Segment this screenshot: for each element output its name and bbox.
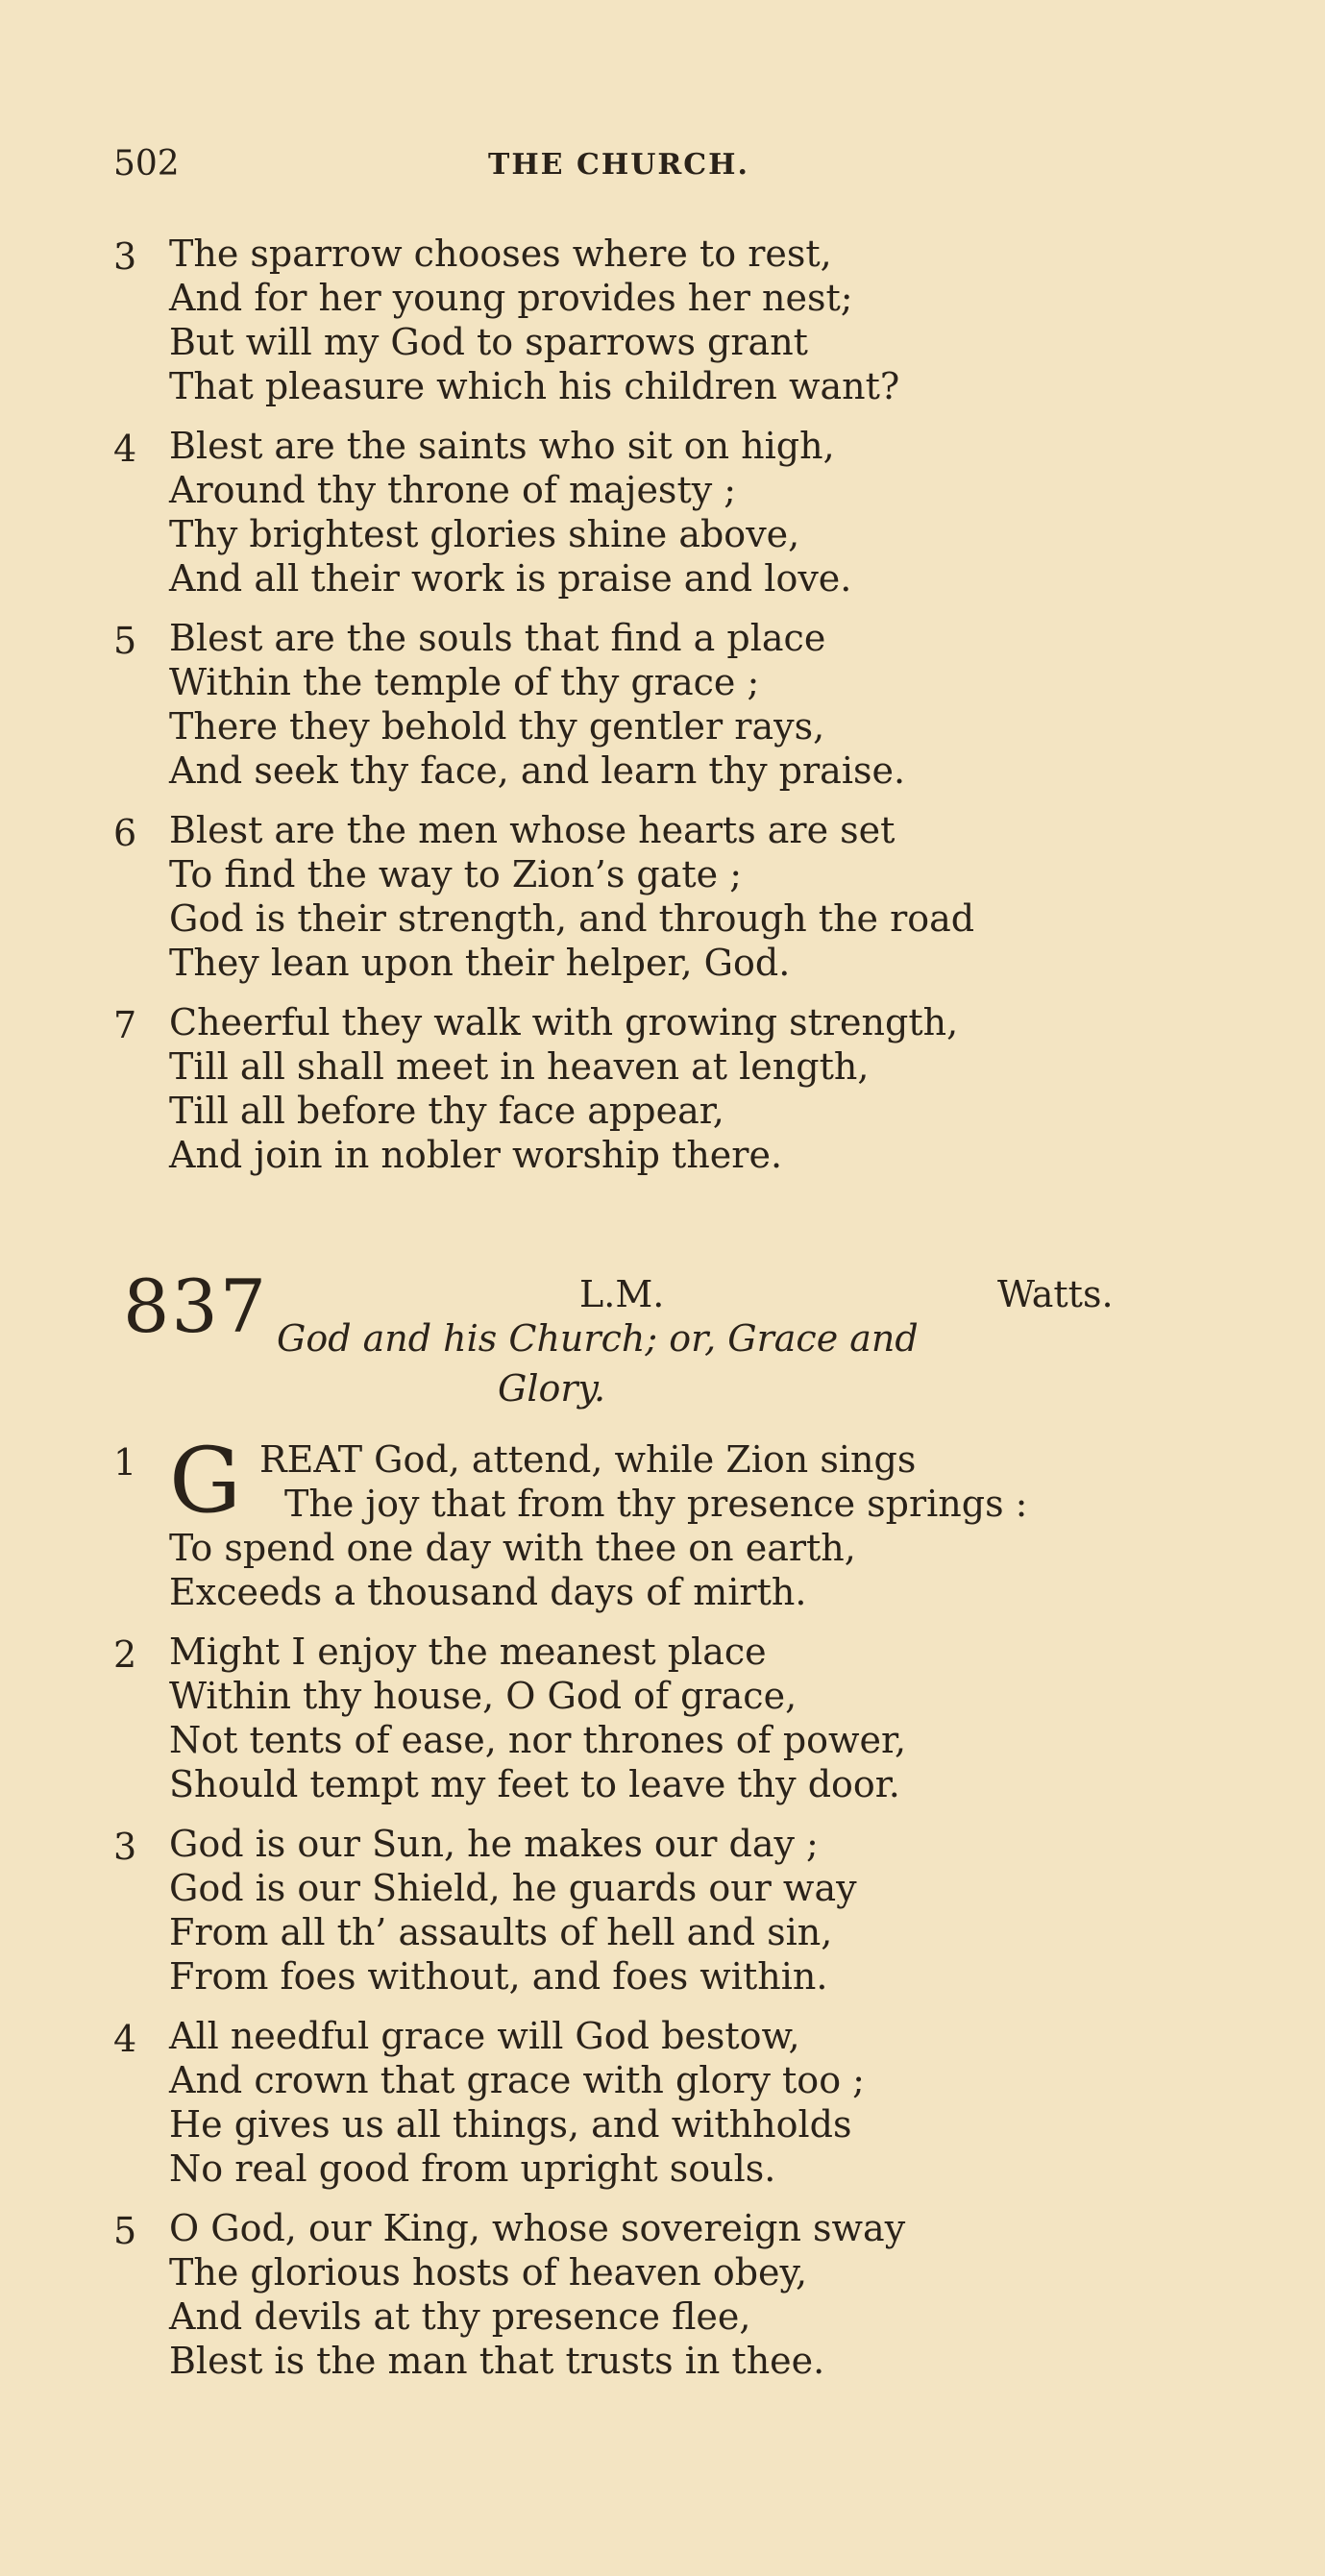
stanza-line: Blest are the saints who sit on high, bbox=[169, 425, 835, 467]
page-number: 502 bbox=[113, 144, 180, 184]
stanza-line: Not tents of ease, nor thrones of power, bbox=[169, 1719, 907, 1761]
hymn-title: God and his Church; or, Grace and bbox=[277, 1317, 919, 1360]
stanza-line: To spend one day with thee on earth, bbox=[169, 1527, 856, 1569]
stanza-number: 5 bbox=[113, 620, 137, 662]
stanza-line: The joy that from thy presence springs : bbox=[284, 1483, 1028, 1525]
running-head: THE CHURCH. bbox=[488, 148, 749, 182]
stanza-line: They lean upon their helper, God. bbox=[169, 942, 791, 984]
stanza-line: And crown that grace with glory too ; bbox=[169, 2059, 865, 2101]
stanza-line: The sparrow chooses where to rest, bbox=[169, 233, 832, 275]
stanza-number: 3 bbox=[113, 1826, 137, 1868]
stanza-line: Around thy throne of majesty ; bbox=[169, 469, 737, 511]
stanza-number: 3 bbox=[113, 235, 137, 278]
stanza-line: God is their strength, and through the road bbox=[169, 897, 975, 940]
stanza-line: God is our Sun, he makes our day ; bbox=[169, 1823, 819, 1865]
stanza-number: 6 bbox=[113, 812, 137, 854]
stanza-line: Within thy house, O God of grace, bbox=[169, 1675, 797, 1717]
stanza-line: Till all shall meet in heaven at length, bbox=[169, 1045, 870, 1088]
hymn-meter: L.M. bbox=[579, 1273, 665, 1315]
stanza-line: And for her young provides her nest; bbox=[169, 277, 853, 319]
stanza-number: 5 bbox=[113, 2210, 137, 2252]
stanza-line: Within the temple of thy grace ; bbox=[169, 661, 760, 703]
stanza-line: REAT God, attend, while Zion sings bbox=[259, 1438, 917, 1481]
stanza-line: There they behold thy gentler rays, bbox=[169, 705, 825, 748]
hymn-title-continued: Glory. bbox=[498, 1367, 606, 1410]
stanza-line: And all their work is praise and love. bbox=[169, 557, 852, 600]
stanza-line: From all th’ assaults of hell and sin, bbox=[169, 1911, 833, 1953]
stanza-line: No real good from upright souls. bbox=[169, 2147, 776, 2190]
hymn-header bbox=[113, 1263, 1247, 1427]
stanza-number: 1 bbox=[113, 1441, 137, 1484]
stanza-number: 4 bbox=[113, 428, 137, 470]
stanza-number: 4 bbox=[113, 2018, 137, 2060]
stanza-line: Blest are the men whose hearts are set bbox=[169, 809, 896, 851]
stanza-line: That pleasure which his children want? bbox=[169, 365, 900, 407]
stanza-line: Thy brightest glories shine above, bbox=[169, 513, 800, 555]
stanza-line: Blest are the souls that find a place bbox=[169, 617, 826, 659]
stanza-line: But will my God to sparrows grant bbox=[169, 321, 808, 363]
hymn-author: Watts. bbox=[997, 1273, 1114, 1315]
stanza-line: Might I enjoy the meanest place bbox=[169, 1631, 767, 1673]
stanza-line: Blest is the man that trusts in thee. bbox=[169, 2340, 825, 2382]
hymn-number: 837 bbox=[123, 1263, 269, 1349]
stanza-line: And devils at thy presence flee, bbox=[169, 2295, 751, 2338]
stanza-line: Should tempt my feet to leave thy door. bbox=[169, 1763, 900, 1805]
stanza-line: He gives us all things, and withholds bbox=[169, 2103, 852, 2146]
stanza-line: The glorious hosts of heaven obey, bbox=[169, 2251, 808, 2294]
stanza-line: All needful grace will God bestow, bbox=[169, 2015, 800, 2057]
stanza-line: Exceeds a thousand days of mirth. bbox=[169, 1571, 807, 1613]
stanza-line: To find the way to Zion’s gate ; bbox=[169, 853, 743, 895]
stanza-line: Till all before thy face appear, bbox=[169, 1090, 724, 1132]
drop-cap: G bbox=[169, 1429, 242, 1533]
stanza-number: 7 bbox=[113, 1004, 137, 1046]
stanza-number: 2 bbox=[113, 1633, 137, 1676]
stanza-line: From foes without, and foes within. bbox=[169, 1955, 828, 1998]
stanza-line: Cheerful they walk with growing strength, bbox=[169, 1001, 959, 1043]
stanza-line: God is our Shield, he guards our way bbox=[169, 1867, 857, 1909]
stanza-line: And seek thy face, and learn thy praise. bbox=[169, 749, 906, 792]
stanza-line: O God, our King, whose sovereign sway bbox=[169, 2207, 906, 2249]
page-header bbox=[113, 144, 1247, 192]
stanza-line: And join in nobler worship there. bbox=[169, 1134, 783, 1176]
